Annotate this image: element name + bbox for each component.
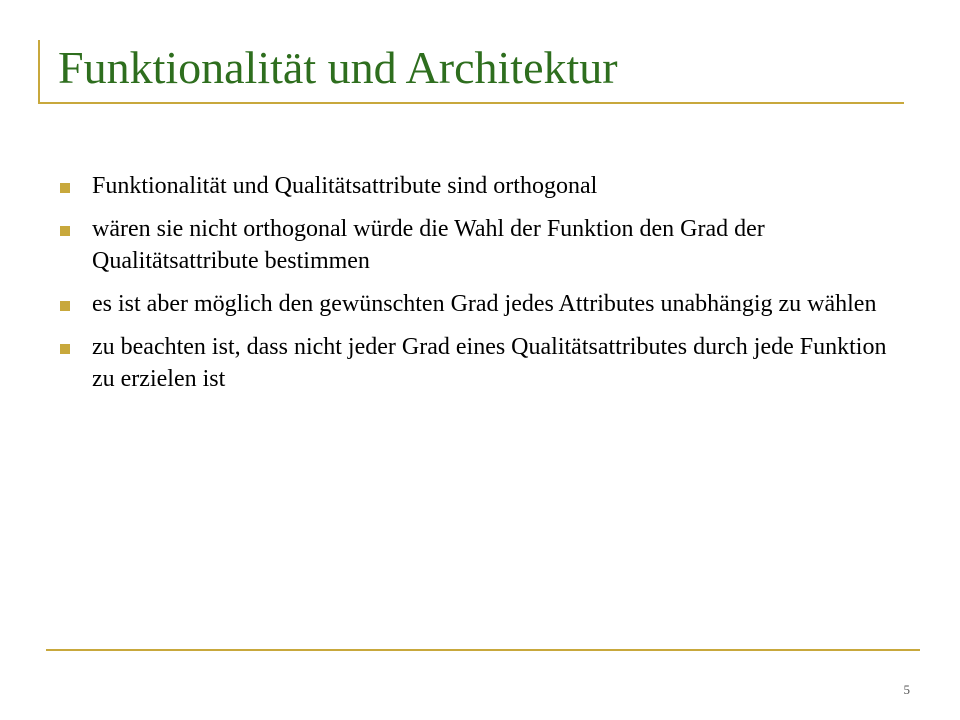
- bullet-text: wären sie nicht orthogonal würde die Wahl der Funktion den Grad der Qualitätsattribute bestimmen: [92, 216, 765, 274]
- title-underline: [38, 102, 904, 104]
- square-bullet-icon: [60, 226, 70, 236]
- bullet-item: [60, 213, 910, 277]
- square-bullet-icon: [60, 344, 70, 354]
- bullet-item: [60, 331, 910, 395]
- page-number: 5: [903, 682, 910, 697]
- bullet-text: Funktionalität und Qualitätsattribute sind orthogonal: [92, 173, 598, 199]
- bullet-item: [60, 170, 910, 202]
- bullet-text: zu beachten ist, dass nicht jeder Grad eines Qualitätsattributes durch jede Funktion zu erzielen ist: [92, 334, 887, 392]
- slide-title: Funktionalität und Architektur: [58, 42, 618, 93]
- square-bullet-icon: [60, 301, 70, 311]
- square-bullet-icon: [60, 183, 70, 193]
- title-accent-bar: [38, 40, 40, 102]
- bullet-text: es ist aber möglich den gewünschten Grad jedes Attributes unabhängig zu wählen: [92, 291, 877, 317]
- footer-divider: [46, 649, 920, 651]
- bullet-item: [60, 288, 910, 320]
- bullet-list: [60, 170, 910, 406]
